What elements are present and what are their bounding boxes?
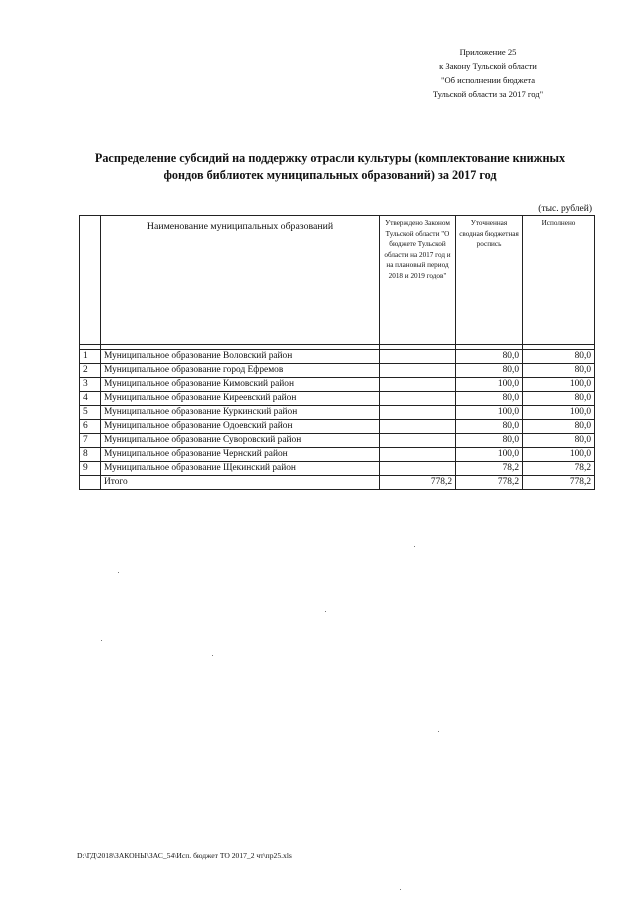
row-index: 8 <box>80 448 101 462</box>
approved-amount <box>380 420 456 434</box>
executed-amount: 100,0 <box>523 448 595 462</box>
row-index: 2 <box>80 364 101 378</box>
row-index: 7 <box>80 434 101 448</box>
row-index: 4 <box>80 392 101 406</box>
document-title <box>60 150 600 184</box>
scan-noise <box>414 546 415 547</box>
approved-amount <box>380 378 456 392</box>
row-index: 3 <box>80 378 101 392</box>
executed-amount: 80,0 <box>523 364 595 378</box>
scan-noise <box>400 889 401 890</box>
total-row <box>80 476 595 490</box>
refined-amount: 778,2 <box>456 476 523 490</box>
scan-noise <box>325 611 326 612</box>
table-row <box>80 364 595 378</box>
executed-amount: 778,2 <box>523 476 595 490</box>
executed-amount: 78,2 <box>523 462 595 476</box>
refined-amount: 100,0 <box>456 448 523 462</box>
executed-amount: 100,0 <box>523 378 595 392</box>
approved-amount <box>380 392 456 406</box>
table-row <box>80 462 595 476</box>
municipality-name: Муниципальное образование Киреевский район <box>101 392 380 406</box>
table-row <box>80 420 595 434</box>
row-index: 6 <box>80 420 101 434</box>
approved-amount <box>380 364 456 378</box>
appendix-line-1: Приложение 25 <box>459 47 517 57</box>
refined-amount: 78,2 <box>456 462 523 476</box>
refined-amount: 100,0 <box>456 406 523 420</box>
header-approved: Утверждено Законом Тульской области "О бюджете Тульской области на 2017 год и на плановый период 2018 и 2019 годов" <box>380 216 456 345</box>
approved-amount <box>380 448 456 462</box>
municipality-name: Муниципальное образование Суворовский район <box>101 434 380 448</box>
municipality-name: Муниципальное образование Куркинский район <box>101 406 380 420</box>
table-row <box>80 350 595 364</box>
approved-amount <box>380 434 456 448</box>
subsidy-table <box>79 215 595 490</box>
table-row <box>80 434 595 448</box>
table-row <box>80 406 595 420</box>
municipality-name: Муниципальное образование Одоевский район <box>101 420 380 434</box>
approved-amount: 778,2 <box>380 476 456 490</box>
executed-amount: 80,0 <box>523 420 595 434</box>
refined-amount: 80,0 <box>456 350 523 364</box>
title-line-1: Распределение субсидий на поддержку отрасли культуры (комплектование книжных <box>94 151 566 165</box>
municipality-name: Муниципальное образование Щекинский район <box>101 462 380 476</box>
scan-noise <box>118 572 119 573</box>
scan-noise <box>101 640 102 641</box>
table-body <box>80 345 595 490</box>
table-row <box>80 392 595 406</box>
title-line-2: фондов библиотек муниципальных образований) за 2017 год <box>163 168 497 182</box>
table-header-row <box>80 216 595 345</box>
header-index <box>80 216 101 345</box>
refined-amount: 80,0 <box>456 420 523 434</box>
table-row <box>80 378 595 392</box>
refined-amount: 100,0 <box>456 378 523 392</box>
approved-amount <box>380 462 456 476</box>
row-index: 9 <box>80 462 101 476</box>
executed-amount: 80,0 <box>523 350 595 364</box>
scan-noise <box>438 731 439 732</box>
appendix-note <box>400 45 576 101</box>
municipality-name: Муниципальное образование город Ефремов <box>101 364 380 378</box>
executed-amount: 80,0 <box>523 392 595 406</box>
table-row <box>80 448 595 462</box>
appendix-line-4: Тульской области за 2017 год" <box>432 89 544 99</box>
executed-amount: 80,0 <box>523 434 595 448</box>
scan-noise <box>212 655 213 656</box>
refined-amount: 80,0 <box>456 392 523 406</box>
approved-amount <box>380 406 456 420</box>
appendix-line-3: "Об исполнении бюджета <box>440 75 536 85</box>
municipality-name: Муниципальное образование Кимовский район <box>101 378 380 392</box>
appendix-line-2: к Закону Тульской области <box>439 61 537 71</box>
municipality-name: Муниципальное образование Чернский район <box>101 448 380 462</box>
refined-amount: 80,0 <box>456 434 523 448</box>
units-label: (тыс. рублей) <box>538 204 592 214</box>
row-index <box>80 476 101 490</box>
file-path-footer: D:\ГД\2018\ЗАКОНЫ\ЗАС_54\Исп. бюджет ТО 2017_2 чт\пр25.xls <box>77 851 292 860</box>
executed-amount: 100,0 <box>523 406 595 420</box>
refined-amount: 80,0 <box>456 364 523 378</box>
header-executed: Исполнено <box>523 216 595 345</box>
municipality-name: Муниципальное образование Воловский район <box>101 350 380 364</box>
municipality-name: Итого <box>101 476 380 490</box>
header-name: Наименование муниципальных образований <box>101 216 380 345</box>
row-index: 5 <box>80 406 101 420</box>
approved-amount <box>380 350 456 364</box>
row-index: 1 <box>80 350 101 364</box>
header-refined: Уточненная сводная бюджетная роспись <box>456 216 523 345</box>
